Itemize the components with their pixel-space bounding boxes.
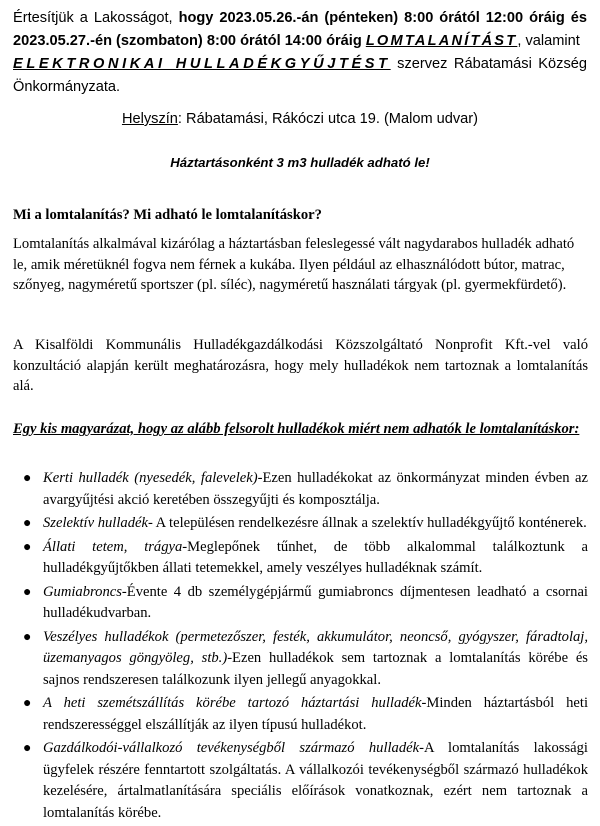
list-item-text: -Ezen hulladékok sem tartoznak a lomtalanítás körébe és sajnos rendszeresen találkozunk ilyen jellegű anyagokkal. (43, 650, 588, 688)
list-item (0, 627, 600, 692)
list-item-term: Szelektív hulladék (43, 515, 148, 531)
list-item (0, 468, 600, 511)
paragraph-definition: Lomtalanítás alkalmával kizárólag a háztartásban feleslegessé vált nagydarabos hulladék adható le, amik méretüknél fogva nem férnek a kukába. Ilyen például az elhasználódott bútor, matrac, szőnyeg, nagyméretű sportszer (pl. síléc), nagyméretű használati tárgyak (pl. gyermekfürdető). (13, 236, 575, 293)
bullet-icon: ● (23, 471, 32, 486)
intro-text-3: , valamint (517, 33, 580, 49)
bullet-icon: ● (23, 696, 32, 711)
list-item (0, 582, 600, 625)
explanation-heading: Egy kis magyarázat, hogy az alább felsorolt hulladékok miért nem adhatók le lomtalanításkor: (13, 421, 580, 437)
list-item-text: - A településen rendelkezésre állnak a szelektív hulladékgyűjtő konténerek. (147, 515, 587, 531)
list-item-term: Állati tetem, trágya (43, 538, 183, 555)
list-item-term: A heti szemétszállítás körébe tartozó háztartási hulladék (43, 695, 422, 711)
list-item-term: Veszélyes hulladékok (permetezőszer, festék, akkumulátor, neoncső, gyógyszer, fáradtolaj, üzemanyagos göngyöleg, stb.) (43, 628, 588, 666)
list-item-term: Gazdálkodói-vállalkozó tevékenységből származó hulladék (43, 740, 420, 756)
bullet-icon: ● (23, 584, 32, 600)
lomtalanitas-emphasis: LOMTALANÍTÁST (365, 33, 518, 49)
elektronikai-emphasis: ELEKTRONIKAI HULLADÉKGYŰJTÉST (13, 56, 391, 72)
bullet-icon: ● (23, 741, 32, 756)
list-item-term: Kerti hulladék (nyesedék, falevelek) (43, 470, 258, 486)
location-label: Helyszín (121, 111, 178, 127)
bullet-icon: ● (23, 629, 32, 645)
volume-limit-notice: Háztartásonként 3 m3 hulladék adható le! (170, 155, 430, 170)
excluded-waste-list (0, 468, 600, 826)
list-item (0, 693, 600, 736)
list-item (0, 738, 600, 824)
list-item-text: -Ezen hulladékokat az önkormányzat minden évben az avargyűjtési akció keretében összegyűjti és komposztálja. (43, 470, 588, 508)
list-item-text: -A lomtalanítás lakossági ügyfelek részére fenntartott szolgáltatás. A vállalkozói tevékenységből származó hulladékok kezelésére, ártalmatlanítására speciális előírások vonatkoznak, ezért nem tartoznak a lomtalanítás körébe. (43, 740, 588, 821)
location-value: : Rábatamási, Rákóczi utca 19. (Malom udvar) (177, 111, 479, 127)
list-item (0, 537, 600, 580)
list-item (0, 513, 600, 535)
intro-dates: hogy 2023.05.26.-án (pénteken) 8:00 órától 12:00 óráig és 2023.05.27.-én (szombaton) 8:00 órától 14:00 óráig (13, 10, 587, 49)
bullet-icon: ● (23, 516, 32, 531)
list-item-term: Gumiabroncs (43, 583, 122, 600)
bullet-icon: ● (23, 539, 32, 555)
list-item-text: -Évente 4 db személygépjármű gumiabroncs díjmentesen leadható a csornai hulladékudvarban. (43, 583, 588, 621)
paragraph-consultation: A Kisalföldi Kommunális Hulladékgazdálkodási Közszolgáltató Nonprofit Kft.-vel való konzultáció alapján került meghatározásra, hogy mely hulladékok nem tartoznak a lomtalanítás alá. (13, 337, 588, 394)
list-item-text: -Meglepőnek tűnhet, de több alkalommal találkoztunk a hulladékgyűjtőkben állati tetemekkel, amely veszélyes hulladéknak számít. (43, 538, 588, 576)
intro-text-1: Értesítjük a Lakosságot, (13, 10, 179, 26)
intro-text-4: szervez Rábatamási Község Önkormányzata. (13, 56, 587, 95)
section-question: Mi a lomtalanítás? Mi adható le lomtalanításkor? (13, 207, 322, 223)
announcement-intro (13, 7, 587, 99)
list-item-text: -Minden háztartásból heti rendszerességgel elszállítják az ilyen típusú hulladékot. (43, 695, 588, 733)
location-line (0, 109, 600, 129)
